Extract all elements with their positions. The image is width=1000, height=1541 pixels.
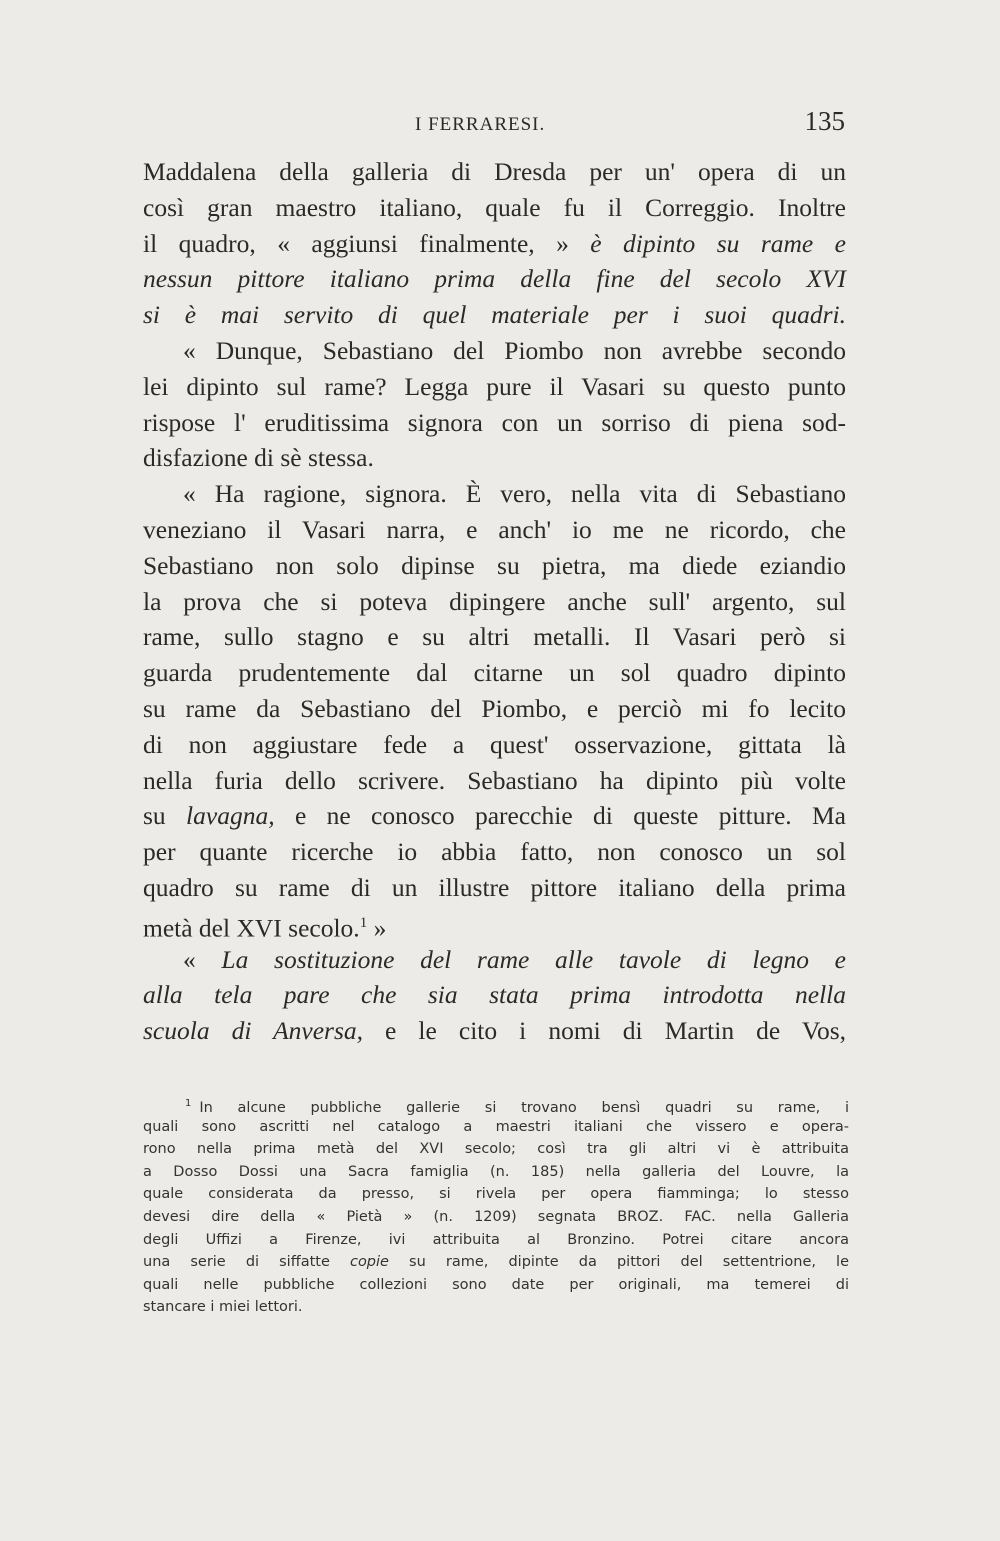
text-line: si è mai servito di quel materiale per i suoi quadri. bbox=[143, 300, 846, 330]
text-line: rispose l' eruditissima signora con un sorriso di piena sod- bbox=[143, 407, 846, 437]
italic-text: scuola di Anversa, bbox=[143, 1016, 363, 1046]
text-line: di non aggiustare fede a quest' osservazione, gittata là bbox=[143, 729, 846, 759]
footnote-line: quali sono ascritti nel catalogo a maestri italiani che vissero e opera- bbox=[143, 1118, 849, 1135]
footnote-reference: 1 bbox=[359, 914, 368, 931]
text-line: veneziano il Vasari narra, e anch' io me ne ricordo, che bbox=[143, 514, 846, 544]
main-text bbox=[143, 154, 846, 1049]
text-line: su rame da Sebastiano del Piombo, e perciò mi fo lecito bbox=[143, 693, 846, 723]
text-line bbox=[143, 906, 846, 942]
text-run: » bbox=[367, 913, 387, 943]
footnote bbox=[143, 1093, 849, 1319]
text-run: su rame, dipinte da pittori del settentrione, le bbox=[388, 1254, 850, 1271]
text-run: e le cito i nomi di Martin de Vos, bbox=[363, 1016, 846, 1046]
text-line: Maddalena della galleria di Dresda per un' opera di un bbox=[143, 157, 846, 186]
footnote-line bbox=[143, 1093, 849, 1116]
text-line: rame, sullo stagno e su altri metalli. Il Vasari però si bbox=[143, 622, 846, 652]
footnote-line: devesi dire della « Pietà » (n. 1209) segnata BROZ. FAC. nella Galleria bbox=[143, 1208, 849, 1225]
text-run: e ne conosco parecchie di queste pitture. Ma bbox=[274, 801, 846, 831]
italic-text: è dipinto su rame e bbox=[590, 228, 846, 258]
text-run: il quadro, « aggiunsi finalmente, » bbox=[143, 228, 591, 258]
footnote-line: quali nelle pubbliche collezioni sono date per originali, ma temerei di bbox=[143, 1276, 849, 1293]
text-line bbox=[143, 798, 846, 834]
footnote-line: quale considerata da presso, si rivela per opera fiamminga; lo stesso bbox=[143, 1186, 849, 1203]
page-header bbox=[145, 106, 845, 142]
text-line: nella furia dello scrivere. Sebastiano ha dipinto più volte bbox=[143, 765, 846, 795]
text-line bbox=[143, 226, 846, 262]
footnote-line: rono nella prima metà del XVI secolo; così tra gli altri vi è attribuita bbox=[143, 1141, 849, 1158]
running-head: I FERRARESI. bbox=[415, 114, 546, 135]
page-number: 135 bbox=[804, 106, 845, 136]
text-line: « Ha ragione, signora. È vero, nella vita di Sebastiano bbox=[183, 479, 846, 509]
text-line: la prova che si poteva dipingere anche sull' argento, sul bbox=[143, 586, 846, 616]
text-run: In alcune pubbliche gallerie si trovano bensì quadri su rame, i bbox=[199, 1099, 849, 1116]
footnote-line: a Dosso Dossi una Sacra famiglia (n. 185) nella galleria del Louvre, la bbox=[143, 1163, 849, 1180]
footnote-line bbox=[143, 1251, 849, 1274]
text-line: quadro su rame di un illustre pittore italiano della prima bbox=[143, 872, 846, 902]
footnote-line: stancare i miei lettori. bbox=[143, 1299, 303, 1316]
text-run: su bbox=[143, 801, 187, 831]
footnote-line: degli Uffizi a Firenze, ivi attribuita al Bronzino. Potrei citare ancora bbox=[143, 1231, 849, 1248]
text-run: « bbox=[183, 944, 222, 974]
italic-text: lavagna, bbox=[186, 801, 275, 831]
text-line: lei dipinto sul rame? Legga pure il Vasari su questo punto bbox=[143, 371, 846, 401]
text-line bbox=[143, 942, 846, 978]
text-line: guarda prudentemente dal citarne un sol quadro dipinto bbox=[143, 658, 846, 688]
footnote-marker: 1 bbox=[185, 1098, 192, 1109]
italic-text: copie bbox=[349, 1254, 389, 1271]
text-line: per quante ricerche io abbia fatto, non conosco un sol bbox=[143, 837, 846, 867]
text-line: nessun pittore italiano prima della fine del secolo XVI bbox=[143, 264, 846, 294]
text-run: metà del XVI secolo. bbox=[143, 913, 360, 943]
text-line bbox=[143, 1013, 846, 1049]
text-run: una serie di siffatte bbox=[143, 1254, 350, 1271]
text-line: alla tela pare che sia stata prima introdotta nella bbox=[143, 980, 846, 1010]
text-line: « Dunque, Sebastiano del Piombo non avrebbe secondo bbox=[183, 335, 846, 365]
italic-text: La sostituzione del rame alle tavole di legno e bbox=[221, 944, 846, 974]
text-line: Sebastiano non solo dipinse su pietra, ma diede eziandio bbox=[143, 550, 846, 580]
text-line: così gran maestro italiano, quale fu il Correggio. Inoltre bbox=[143, 192, 846, 222]
text-line: disfazione di sè stessa. bbox=[143, 443, 374, 473]
